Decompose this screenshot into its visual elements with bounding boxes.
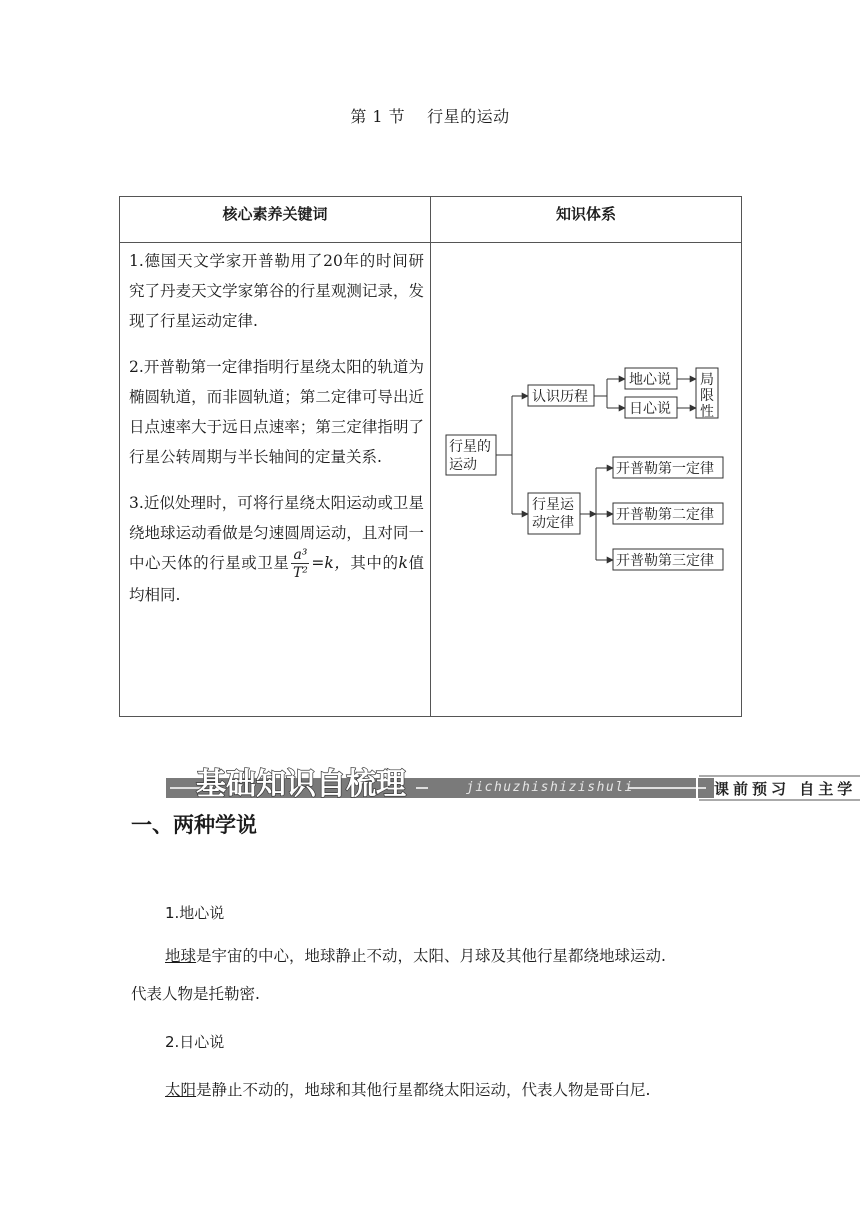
banner-pinyin: jichuzhishizishuli — [466, 780, 634, 795]
law2-label: 开普勒第二定律 — [616, 507, 714, 523]
header-core-keywords: 核心素养关键词 — [120, 197, 431, 243]
core-keywords-cell — [120, 243, 431, 717]
subheading-heliocentric: 2.日心说 — [165, 1033, 225, 1051]
laws-line-1: 行星运 — [532, 497, 574, 513]
history-label: 认识历程 — [532, 389, 588, 405]
section-name: 行星的运动 — [427, 107, 510, 126]
header-knowledge-system: 知识体系 — [431, 197, 742, 243]
geocentric-paragraph-line-2: 代表人物是托勒密. — [131, 985, 260, 1003]
limitation-char-3: 性 — [700, 404, 714, 420]
section-heading: 一、两种学说 — [131, 813, 257, 837]
laws-line-2: 动定律 — [532, 515, 574, 531]
kepler-fraction: $\frac{\text{a³}}{\text{T²}}$ — [292, 547, 308, 581]
banner-title: 基础知识自梳理 — [196, 767, 406, 802]
key-terms-table — [119, 196, 742, 717]
point-1: 1.德国天文学家开普勒用了20年的时间研究了丹麦天文学家第谷的行星观测记录，发现了行星运动定律. — [129, 252, 424, 330]
knowledge-diagram-cell — [431, 243, 742, 717]
point-2: 2.开普勒第一定律指明行星绕太阳的轨道为椭圆轨道，而非圆轨道；第二定律可导出近日点速率大于远日点速率；第三定律指明了行星公转周期与半长轴间的定量关系. — [129, 358, 424, 466]
geocentric-paragraph-line-1: 地球是宇宙的中心，地球静止不动，太阳、月球及其他行星都绕地球运动. — [165, 947, 666, 965]
geocentric-label: 地心说 — [629, 372, 671, 388]
heliocentric-blank: 太阳 — [165, 1081, 197, 1099]
section-number: 第 1 节 — [350, 107, 406, 126]
limitation-char-2: 限 — [700, 388, 714, 404]
heliocentric-paragraph: 太阳是静止不动的，地球和其他行星都绕太阳运动，代表人物是哥白尼. — [165, 1081, 651, 1099]
heliocentric-label: 日心说 — [629, 401, 671, 417]
law3-label: 开普勒第三定律 — [616, 553, 714, 569]
page-title — [0, 104, 860, 127]
root-line-1: 行星的 — [449, 439, 491, 455]
geocentric-blank: 地球 — [165, 947, 197, 965]
root-line-2: 运动 — [449, 457, 477, 473]
point-3: 3.近似处理时，可将行星绕太阳运动或卫星绕地球运动看做是匀速圆周运动，且对同一中心天体的行星或卫星 $\frac{\text{a³}}{\text{T²}}$ =k，其中的k值均相同. — [129, 494, 424, 604]
banner-right-text: 课前预习 自主学 — [714, 780, 857, 798]
section-banner — [166, 756, 860, 802]
law1-label: 开普勒第一定律 — [616, 461, 714, 477]
subheading-geocentric: 1.地心说 — [165, 904, 225, 922]
limitation-char-1: 局 — [700, 372, 714, 388]
knowledge-diagram — [432, 244, 743, 715]
